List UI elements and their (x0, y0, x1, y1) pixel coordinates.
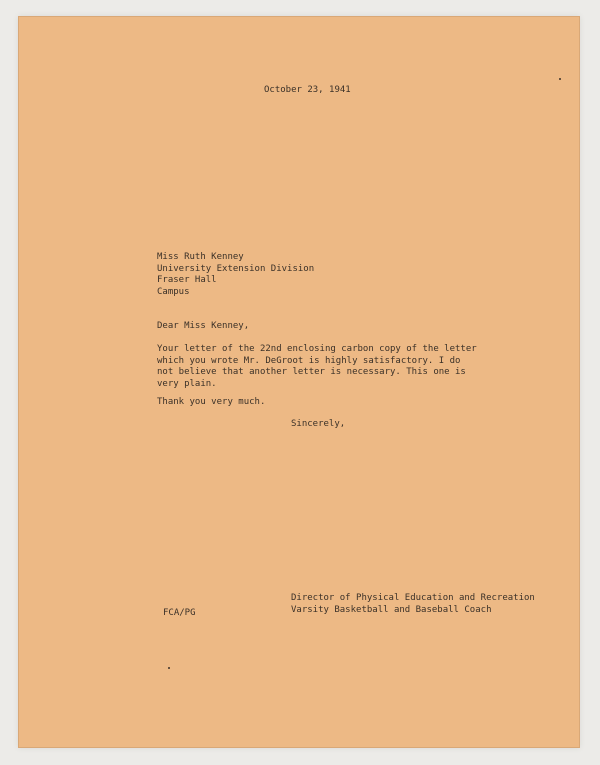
letter-date: October 23, 1941 (264, 85, 351, 95)
title-line: Varsity Basketball and Baseball Coach (291, 604, 492, 615)
signature-title (291, 593, 535, 616)
recipient-location: Campus (157, 286, 190, 297)
closing: Sincerely, (291, 419, 346, 429)
recipient-department: University Extension Division (157, 263, 315, 274)
body-line: not believe that another letter is necessary. This one is (157, 367, 466, 377)
title-line: Director of Physical Education and Recreation (291, 593, 535, 603)
letter-body (157, 344, 477, 390)
letter-sheet (18, 16, 580, 748)
body-line: very plain. (157, 378, 217, 389)
salutation: Dear Miss Kenney, (157, 321, 250, 331)
reference-initials: FCA/PG (163, 608, 196, 618)
recipient-name: Miss Ruth Kenney (157, 252, 244, 262)
thanks-line: Thank you very much. (157, 397, 266, 407)
paper-speck (168, 667, 170, 669)
recipient-address (157, 252, 314, 298)
body-line: which you wrote Mr. DeGroot is highly satisfactory. I do (157, 355, 461, 366)
recipient-building: Fraser Hall (157, 275, 217, 285)
body-line: Your letter of the 22nd enclosing carbon copy of the letter (157, 344, 477, 354)
paper-speck (559, 78, 561, 80)
